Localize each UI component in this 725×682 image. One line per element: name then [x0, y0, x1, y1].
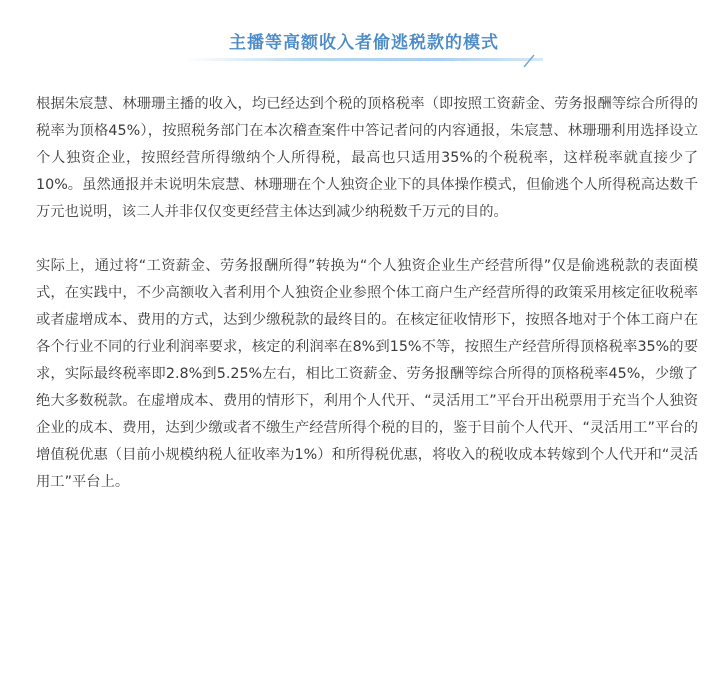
- article-paragraph-2: 实际上，通过将“工资薪金、劳务报酬所得”转换为“个人独资企业生产经营所得”仅是偷逃税款的表面模式，在实践中，不少高额收入者利用个人独资企业参照个体工商户生产经营所得的政策采用核定征收税率或者虚增成本、费用的方式，达到少缴税款的最终目的。在核定征收情形下，按照各地对于个体工商户在各个行业不同的行业利润率要求，核定的利润率在8%到15%不等，按照生产经营所得顶格税率35%的要求，实际最终税率即2.8%到5.25%左右，相比工资薪金、劳务报酬等综合所得的顶格税率45%，少缴了绝大多数税款。在虚增成本、费用的情形下，利用个人代开、“灵活用工”平台开出税票用于充当个人独资企业的成本、费用，达到少缴或者不缴生产经营所得个税的目的，鉴于目前个人代开、“灵活用工”平台的增值税优惠（目前小规模纳税人征收率为1%）和所得税优惠，将收入的税收成本转嫁到个人代开和“灵活用工”平台上。: [36, 258, 698, 490]
- section-heading: [185, 14, 543, 64]
- heading-underline-divider: [185, 58, 543, 61]
- article-paragraph-1: 根据朱宸慧、林珊珊主播的收入，均已经达到个税的顶格税率（即按照工资薪金、劳务报酬等综合所得的税率为顶格45%），按照税务部门在本次稽查案件中答记者问的内容通报，朱宸慧、林珊珊利用选择设立个人独资企业，按照经营所得缴纳个人所得税，最高也只适用35%的个税税率，这样税率就直接少了10%。虽然通报并未说明朱宸慧、林珊珊在个人独资企业下的具体操作模式，但偷逃个人所得税高达数千万元也说明，该二人并非仅仅变更经营主体达到减少纳税数千万元的目的。: [36, 96, 698, 220]
- heading-slash-decoration-icon: [521, 54, 537, 68]
- section-heading-title: 主播等高额收入者偷逃税款的模式: [229, 33, 499, 53]
- article-body: [36, 91, 698, 496]
